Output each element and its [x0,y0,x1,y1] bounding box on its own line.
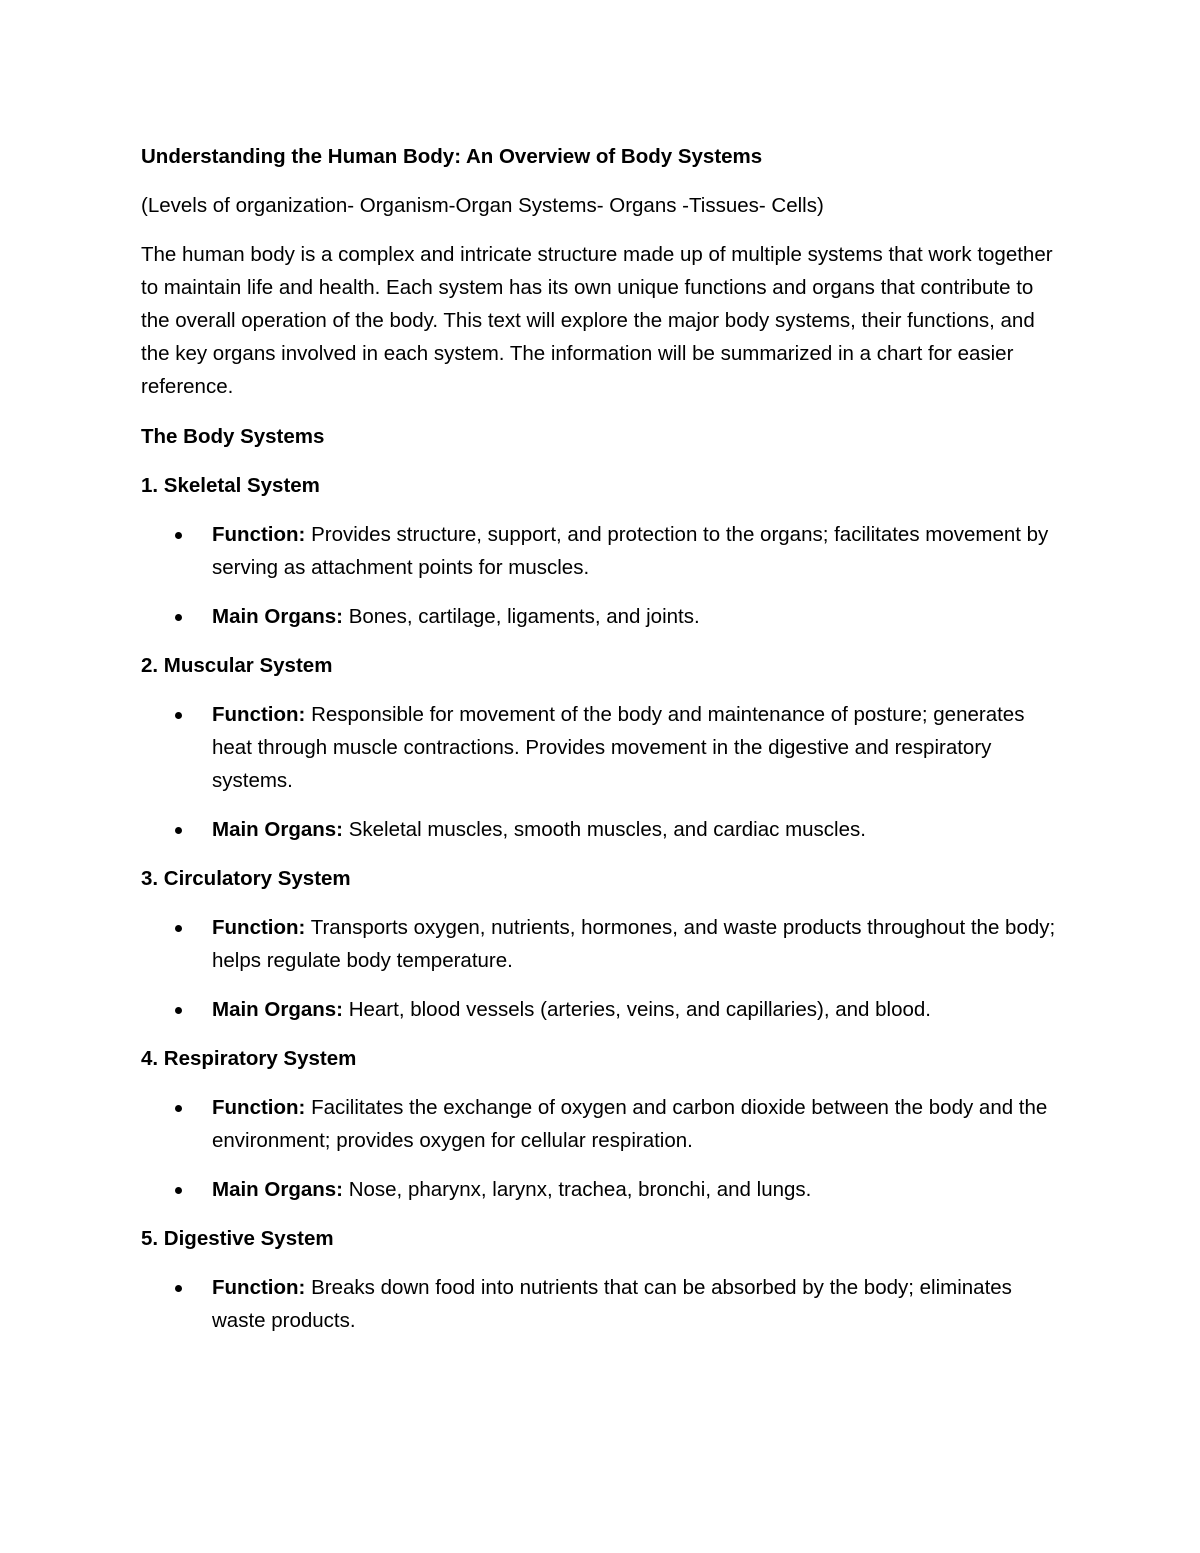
function-label: Function: [212,1276,306,1299]
organs-text: Heart, blood vessels (arteries, veins, and capillaries), and blood. [343,998,931,1021]
bullet-dot-icon [175,712,182,719]
organs-bullet [141,993,1062,1026]
system-heading: 1. Skeletal System [141,474,320,497]
levels-of-organization: (Levels of organization- Organism-Organ Systems- Organs -Tissues- Cells) [141,194,824,217]
bullet-dot-icon [175,1007,182,1014]
bullet-dot-icon [175,1285,182,1292]
bullet-dot-icon [175,1187,182,1194]
bullet-list [141,1271,1060,1337]
bullet-dot-icon [175,614,182,621]
section-heading: The Body Systems [141,425,325,448]
organs-bullet [141,600,1062,633]
system-digestive [141,1222,1060,1337]
function-text: Responsible for movement of the body and maintenance of posture; generates heat through muscle contractions. Provides movement in the digestive and respiratory systems. [212,703,1025,792]
organs-label: Main Organs: [212,605,343,628]
organs-text: Skeletal muscles, smooth muscles, and cardiac muscles. [343,818,866,841]
function-bullet [141,518,1062,584]
system-heading: 2. Muscular System [141,654,333,677]
system-heading: 4. Respiratory System [141,1047,357,1070]
function-label: Function: [212,916,306,939]
bullet-list [141,911,1060,1026]
system-muscular [141,649,1060,846]
function-text: Breaks down food into nutrients that can be absorbed by the body; eliminates waste products. [212,1276,1012,1332]
organs-bullet [141,1173,1062,1206]
bullet-list [141,518,1060,633]
bullet-list [141,1091,1060,1206]
bullet-dot-icon [175,925,182,932]
function-label: Function: [212,703,306,726]
organs-text: Bones, cartilage, ligaments, and joints. [343,605,700,628]
system-heading: 3. Circulatory System [141,867,351,890]
function-label: Function: [212,1096,306,1119]
bullet-dot-icon [175,827,182,834]
function-text: Transports oxygen, nutrients, hormones, and waste products throughout the body; helps regulate body temperature. [212,916,1056,972]
system-respiratory [141,1042,1060,1206]
function-text: Facilitates the exchange of oxygen and carbon dioxide between the body and the environment; provides oxygen for cellular respiration. [212,1096,1048,1152]
bullet-dot-icon [175,532,182,539]
system-heading: 5. Digestive System [141,1227,334,1250]
system-circulatory [141,862,1060,1026]
function-bullet [141,698,1062,797]
organs-label: Main Organs: [212,1178,343,1201]
function-label: Function: [212,523,306,546]
organs-label: Main Organs: [212,818,343,841]
organs-bullet [141,813,1062,846]
function-text: Provides structure, support, and protection to the organs; facilitates movement by serving as attachment points for muscles. [212,523,1049,579]
document-title: Understanding the Human Body: An Overview of Body Systems [141,145,763,168]
function-bullet [141,1271,1062,1337]
bullet-dot-icon [175,1105,182,1112]
function-bullet [141,1091,1062,1157]
function-bullet [141,911,1062,977]
organs-label: Main Organs: [212,998,343,1021]
system-skeletal [141,469,1060,633]
intro-paragraph: The human body is a complex and intricate structure made up of multiple systems that work together to maintain life and health. Each system has its own unique functions and organs that contribute to the overall operation of the body. This text will explore the major body systems, their functions, and the key organs involved in each system. The information will be summarized in a chart for easier reference. [141,243,1053,398]
bullet-list [141,698,1060,846]
organs-text: Nose, pharynx, larynx, trachea, bronchi, and lungs. [343,1178,812,1201]
